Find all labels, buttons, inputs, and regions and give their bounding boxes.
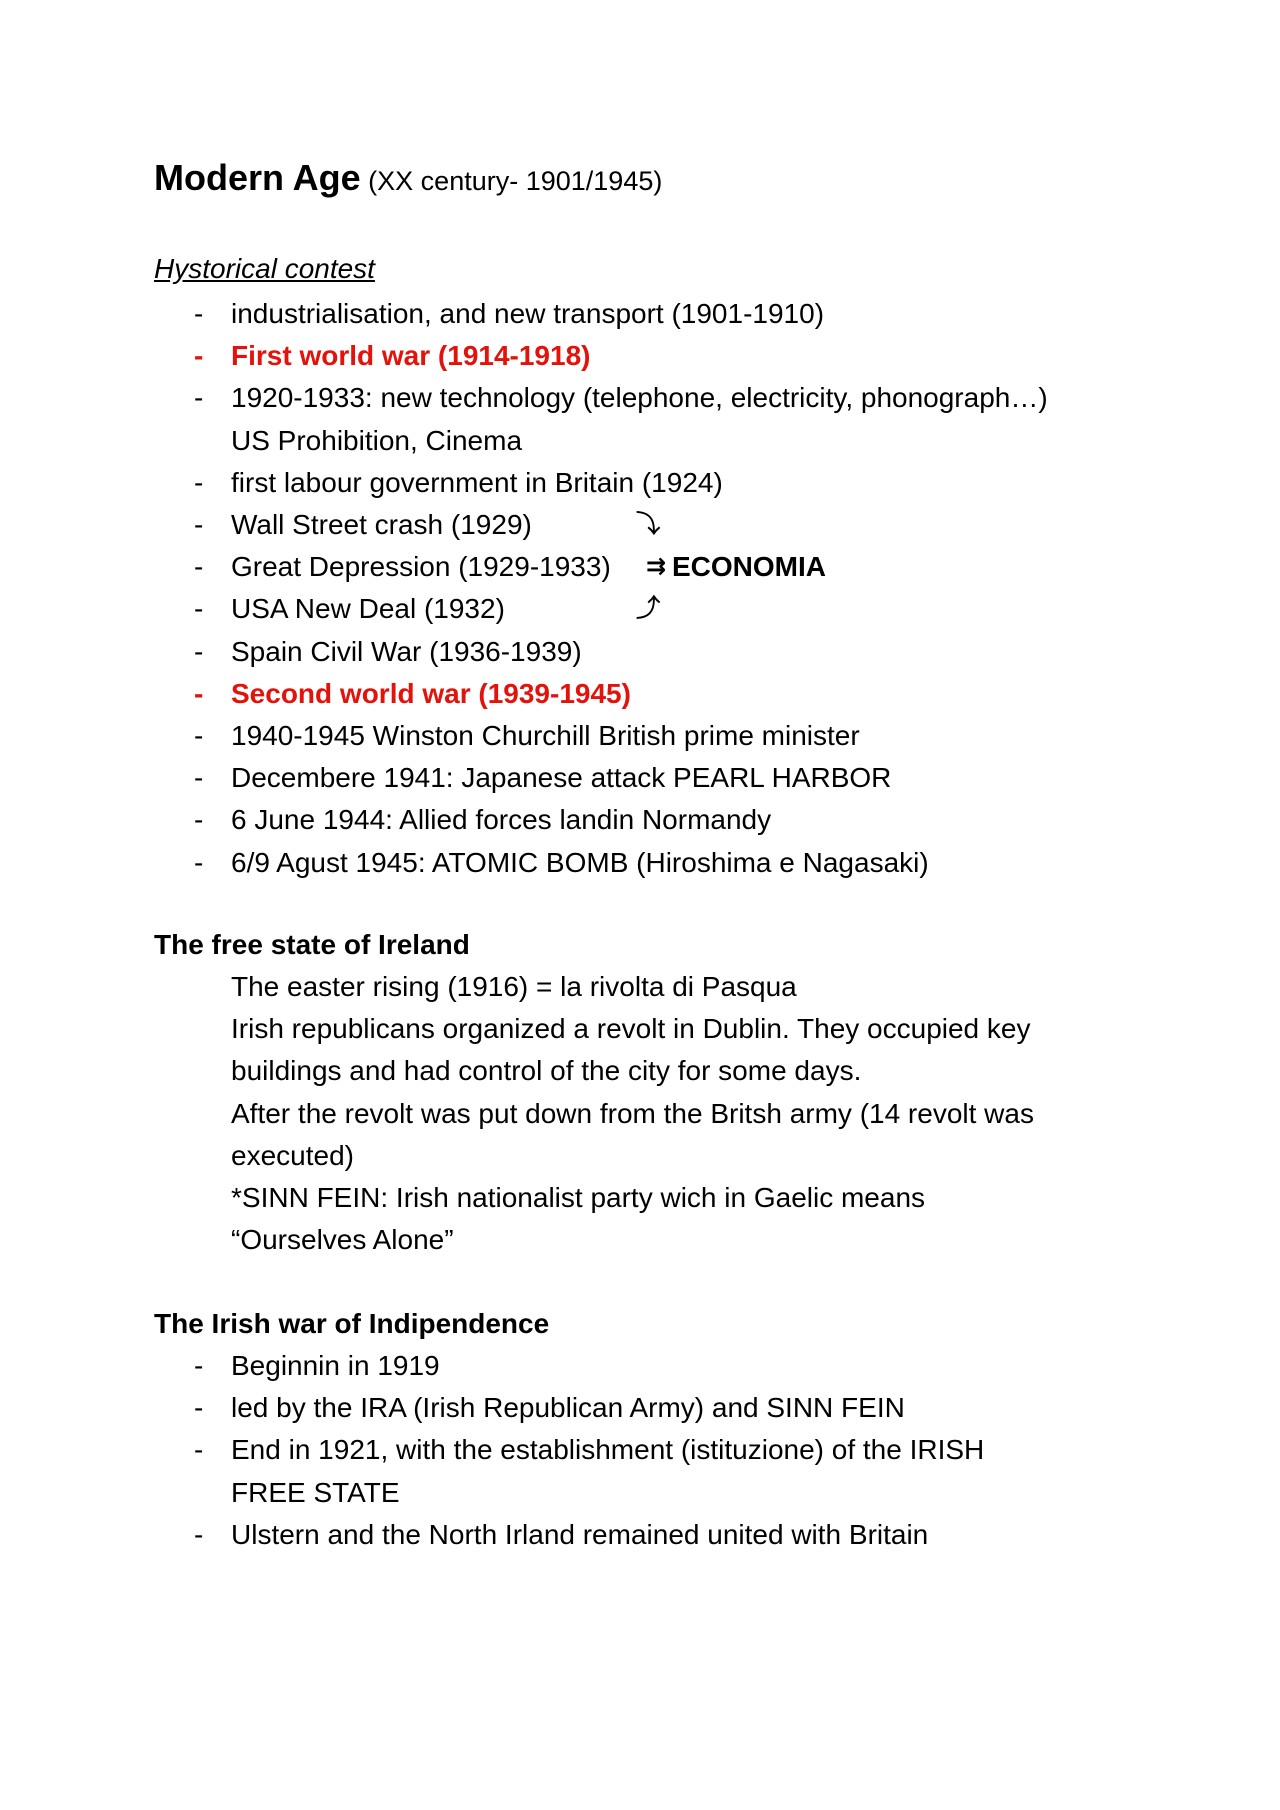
list-item: - Ulstern and the North Irland remained united with Britain — [154, 1514, 984, 1556]
paragraph-line: Irish republicans organized a revolt in Dublin. They occupied key — [231, 1013, 1031, 1045]
paragraph-line: After the revolt was put down from the Britsh army (14 revolt was — [231, 1097, 1034, 1129]
list-item: - Decembere 1941: Japanese attack PEARL HARBOR — [154, 757, 1048, 799]
paragraph-line: “Ourselves Alone” — [231, 1224, 454, 1256]
list-item: - Beginnin in 1919 — [154, 1345, 984, 1387]
list-item: - Wall Street crash (1929) — [154, 504, 1048, 546]
list-item-highlight: - First world war (1914-1918) — [154, 335, 1048, 377]
list-item: - USA New Deal (1932) — [154, 588, 1048, 630]
list-item: - Great Depression (1929-1933) — [154, 546, 1048, 588]
economy-label: ECONOMIA — [672, 551, 826, 582]
list-item: - Spain Civil War (1936-1939) — [154, 631, 1048, 673]
title-subtitle: (XX century- 1901/1945) — [360, 166, 663, 196]
curved-arrow-up-icon: ⤴ — [636, 595, 660, 622]
ireland-heading: The free state of Ireland — [154, 929, 470, 960]
historical-context-heading: Hystorical contest — [154, 253, 375, 284]
list-item: - first labour government in Britain (1924) — [154, 462, 1048, 504]
paragraph-line: executed) — [231, 1139, 354, 1171]
independence-heading: The Irish war of Indipendence — [154, 1308, 550, 1339]
triple-arrow-right-icon: ⇉ — [646, 553, 667, 580]
historical-context-list — [154, 293, 1048, 884]
paragraph-line: buildings and had control of the city for some days. — [231, 1055, 862, 1087]
page-title — [154, 158, 662, 206]
paragraph-line: The easter rising (1916) = la rivolta di Pasqua — [231, 971, 797, 1002]
list-item: - 6 June 1944: Allied forces landin Normandy — [154, 799, 1048, 841]
list-item: - industrialisation, and new transport (1901-1910) — [154, 293, 1048, 335]
list-item: - End in 1921, with the establishment (istituzione) of the IRISH FREE STATE — [154, 1429, 984, 1513]
independence-list — [154, 1345, 984, 1556]
list-item: - 1920-1933: new technology (telephone, electricity, phonograph…) US Prohibition, Cinema — [154, 377, 1048, 461]
list-item-highlight: - Second world war (1939-1945) — [154, 673, 1048, 715]
curved-arrow-down-icon: ⤵ — [636, 511, 660, 538]
list-item: - 6/9 Agust 1945: ATOMIC BOMB (Hiroshima e Nagasaki) — [154, 842, 1048, 884]
list-item: - 1940-1945 Winston Churchill British prime minister — [154, 715, 1048, 757]
paragraph-line: *SINN FEIN: Irish nationalist party wich in Gaelic means — [231, 1182, 926, 1214]
title-main: Modern Age — [154, 157, 361, 198]
ireland-paragraph — [231, 966, 1034, 1261]
list-item: - led by the IRA (Irish Republican Army) and SINN FEIN — [154, 1387, 984, 1429]
